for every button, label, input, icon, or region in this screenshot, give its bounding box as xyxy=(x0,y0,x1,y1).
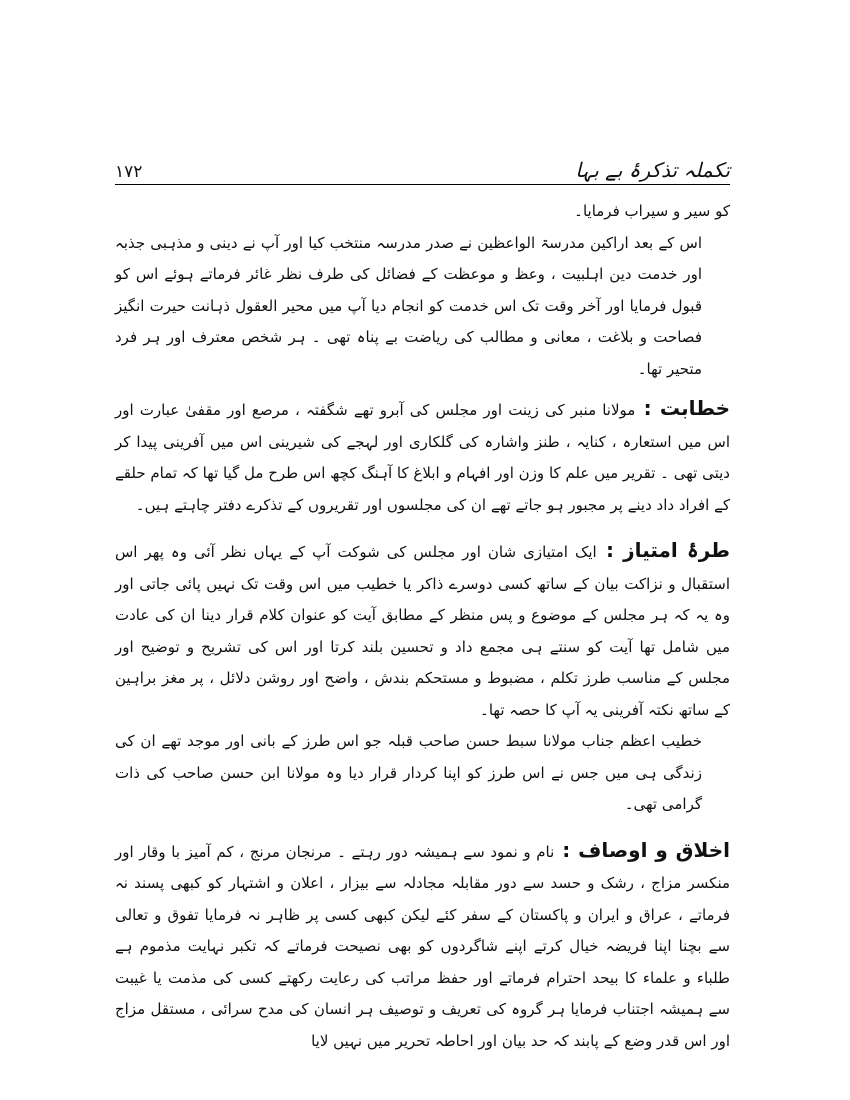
text-line: کو سیر و سیراب فرمایا۔ xyxy=(574,202,730,220)
paragraph-turra-e-imtiyaz xyxy=(115,535,730,726)
paragraph-khitabat xyxy=(115,393,730,521)
paragraph-2 xyxy=(115,228,730,386)
book-title: تکملہ تذکرۂ بے بہا xyxy=(575,158,730,182)
text-line: نام و نمود سے ہمیشہ دور رہتے ۔ مرنجان مرنج ، کم آمیز با وقار اور منکسر مزاج ، رشک و حسد xyxy=(115,842,731,892)
section-heading: اخلاق و اوصاف : xyxy=(554,837,730,862)
text-line: معترف اور ہر فرد متحیر تھا۔ xyxy=(115,328,702,378)
page-number: ۱۷۲ xyxy=(115,162,143,182)
page-body xyxy=(115,196,730,1057)
text-line: و علماء کا بیحد احترام فرماتے اور حفظ مراتب کی رعایت رکھتے کسی کی مذمت یا غیبت سے ہمیشہ اجتناب فرمایا ہر گروہ کی xyxy=(115,968,730,1018)
text-line: خطیب اعظم جناب مولانا سبط حسن صاحب قبلہ جو اس طرز کے بانی اور موجد تھے ان کی زندگی ہی میں جس نے xyxy=(115,732,702,782)
text-line: ایک امتیازی شان اور مجلس کی شوکت آپ کے یہاں نظر آئی وہ پھر اس استقبال و نزاکت بیان xyxy=(115,543,731,593)
section-heading: خطابت : xyxy=(635,396,730,420)
text-line: دفتر چاہتے ہیں۔ xyxy=(135,495,242,514)
header-rule xyxy=(115,184,730,185)
text-line: آپ کا حصہ تھا۔ xyxy=(480,700,580,719)
text-line: سے دور مقابلہ مجادلہ سے بیزار ، اعلان و اشتہار کو کبھی پسند نہ فرماتے ، عراق و ایران و پاکستان کے سفر کئے لیکن کبھی کسی پر xyxy=(115,874,730,924)
paragraph-akhlaq-o-ausaf xyxy=(115,835,730,1058)
paragraph-khateeb-e-azam xyxy=(115,726,730,821)
text-line: و توضیح اور مجلس کے مناسب طرز تکلم ، مضبوط و مستحکم بندش ، واضح اور روشن دلائل ، پر مغز براہین کے ساتھ نکتہ آفرینی یہ xyxy=(115,637,730,719)
section-heading: طرۂ امتیاز : xyxy=(596,538,730,562)
text-line: اس طرز کو اپنا کردار قرار دیا وہ مولانا ابن حسن صاحب کی ذات گرامی تھی۔ xyxy=(115,763,702,813)
text-line: انجام دیا آپ میں محیر العقول ذہانت حیرت انگیز فصاحت و بلاغت ، معانی و مطالب کی ریاضت بے پناہ تھی ۔ ہر شخص xyxy=(115,296,702,346)
text-line: ظاہر نہ فرمایا تفوق و تعالی سے بچنا اپنا فریضہ خیال کرتے اپنے شاگردوں کو بھی نصیحت فرماتے کہ تکبر نہایت مذموم ہے طلباء xyxy=(115,905,730,987)
text-line: اہلبیت ، وعظ و موعظت کے فضائل کی طرف نظر غائر فرماتے ہوئے اس کو قبول فرمایا اور آخر وقت تک اس خدمت کو xyxy=(115,265,702,315)
page-header xyxy=(115,148,730,182)
text-line: مولانا منبر کی زینت اور مجلس کی آبرو تھے شگفتہ ، مرصع اور مقفیٰ عبارت اور اس میں استعارہ ، کنایہ ، طنز xyxy=(115,401,731,451)
text-line: کچھ اس طرح مل گیا تھا کہ تمام حلقے کے افراد داد دینے پر مجبور ہو جاتے تھے ان کی مجلسوں اور تقریروں کے تذکرے xyxy=(115,464,730,514)
paragraph-1 xyxy=(115,196,730,228)
text-line: مطابق آیت کو عنوان کلام قرار دینا ان کی عادت میں شامل تھا آیت کو سنتے ہی مجمع داد و تحسین بلند کرتا اور اس کی تشریح xyxy=(115,606,730,656)
text-line: اس کے بعد اراکین مدرسۃ الواعظین نے صدر مدرسہ منتخب کیا اور آپ نے دینی و مذہبی جذبہ اور خدمت دین xyxy=(115,233,702,283)
text-line: کے ساتھ کسی دوسرے ذاکر یا خطیب میں اس وقت تک نہیں پائی جاتی اور وہ یہ کہ ہر مجلس کے موضوع و پس منظر کے xyxy=(115,574,731,624)
text-line: تعریف و توصیف ہر انسان کی مدح سرائی ، مستقل مزاج اور اس قدر وضع کے پابند کہ حد بیان اور احاطہ تحریر میں نہیں لایا xyxy=(115,1000,730,1050)
text-line: واشارہ کی گلکاری اور لہجے کی شیرینی اس میں آفرینی پیدا کر دیتی تھی ۔ تقریر میں علم کا وزن اور افہام و ابلاغ کا آہنگ xyxy=(115,432,730,482)
